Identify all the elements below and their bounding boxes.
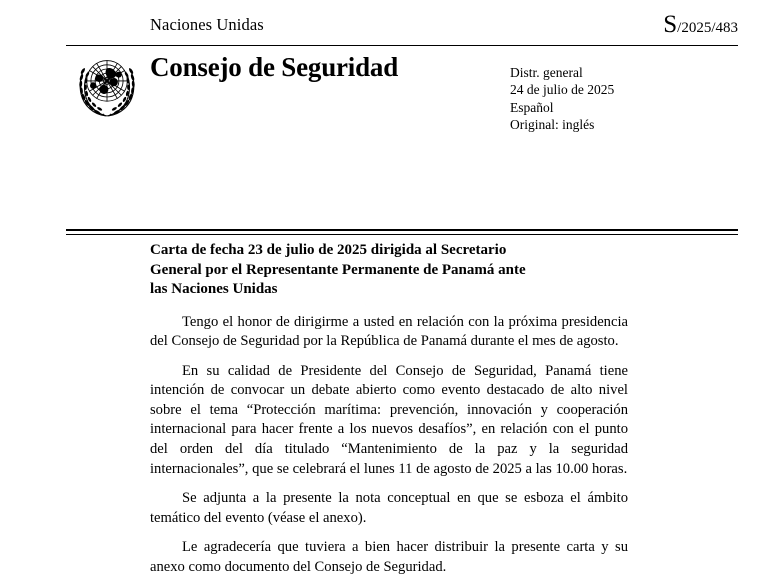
section-divider-double-rule — [66, 229, 738, 235]
letter-paragraph: Se adjunta a la presente la nota conceptual en que se esboza el ámbito temático del evento (véase el anexo). — [150, 490, 628, 526]
letter-title-line-1: Carta de fecha 23 de julio de 2025 dirigida al Secretario — [150, 242, 507, 258]
distribution-original-language: Original: inglés — [510, 117, 595, 133]
divider-thick-line — [66, 229, 738, 231]
organization-name: Naciones Unidas — [150, 15, 264, 34]
masthead-divider-rule — [66, 45, 738, 46]
document-symbol — [663, 12, 738, 37]
letter-paragraph: Le agradecería que tuviera a bien hacer distribuir la presente carta y su anexo como documento del Consejo de Seguridad. — [150, 539, 628, 576]
united-nations-emblem-icon — [72, 50, 142, 123]
letter-title-line-3: las Naciones Unidas — [150, 281, 278, 297]
divider-thin-line — [66, 234, 738, 235]
letter-body — [150, 241, 628, 578]
letter-paragraph: Tengo el honor de dirigirme a usted en relación con la próxima presidencia del Consejo de Seguridad por la República de Panamá durante el mes de agosto. — [150, 313, 628, 350]
distribution-date: 24 de julio de 2025 — [510, 82, 615, 98]
letter-title-line-2: General por el Representante Permanente de Panamá ante — [150, 261, 526, 278]
organ-title: Consejo de Seguridad — [150, 52, 399, 82]
letter-paragraph: En su calidad de Presidente del Consejo de Seguridad, Panamá tiene intención de convocar un debate abierto como evento destacado de alto nivel sobre el tema “Protección marítima: prevención, innovación y cooperación internacional para hacer frente a los nuevos desafíos”, en relación con el punto del orden del día titulado “Mantenimiento de la paz y la seguridad internacionales”, que se celebrará el lunes 11 de agosto de 2025 a las 10.00 horas. — [150, 362, 628, 477]
document-symbol-series-letter: S — [663, 11, 678, 38]
distribution-block — [510, 64, 614, 134]
document-symbol-number: /2025/483 — [677, 20, 738, 36]
letter-title — [150, 241, 628, 300]
masthead-top-row — [66, 11, 738, 40]
distribution-type: Distr. general — [510, 65, 583, 80]
distribution-language: Español — [510, 99, 554, 115]
